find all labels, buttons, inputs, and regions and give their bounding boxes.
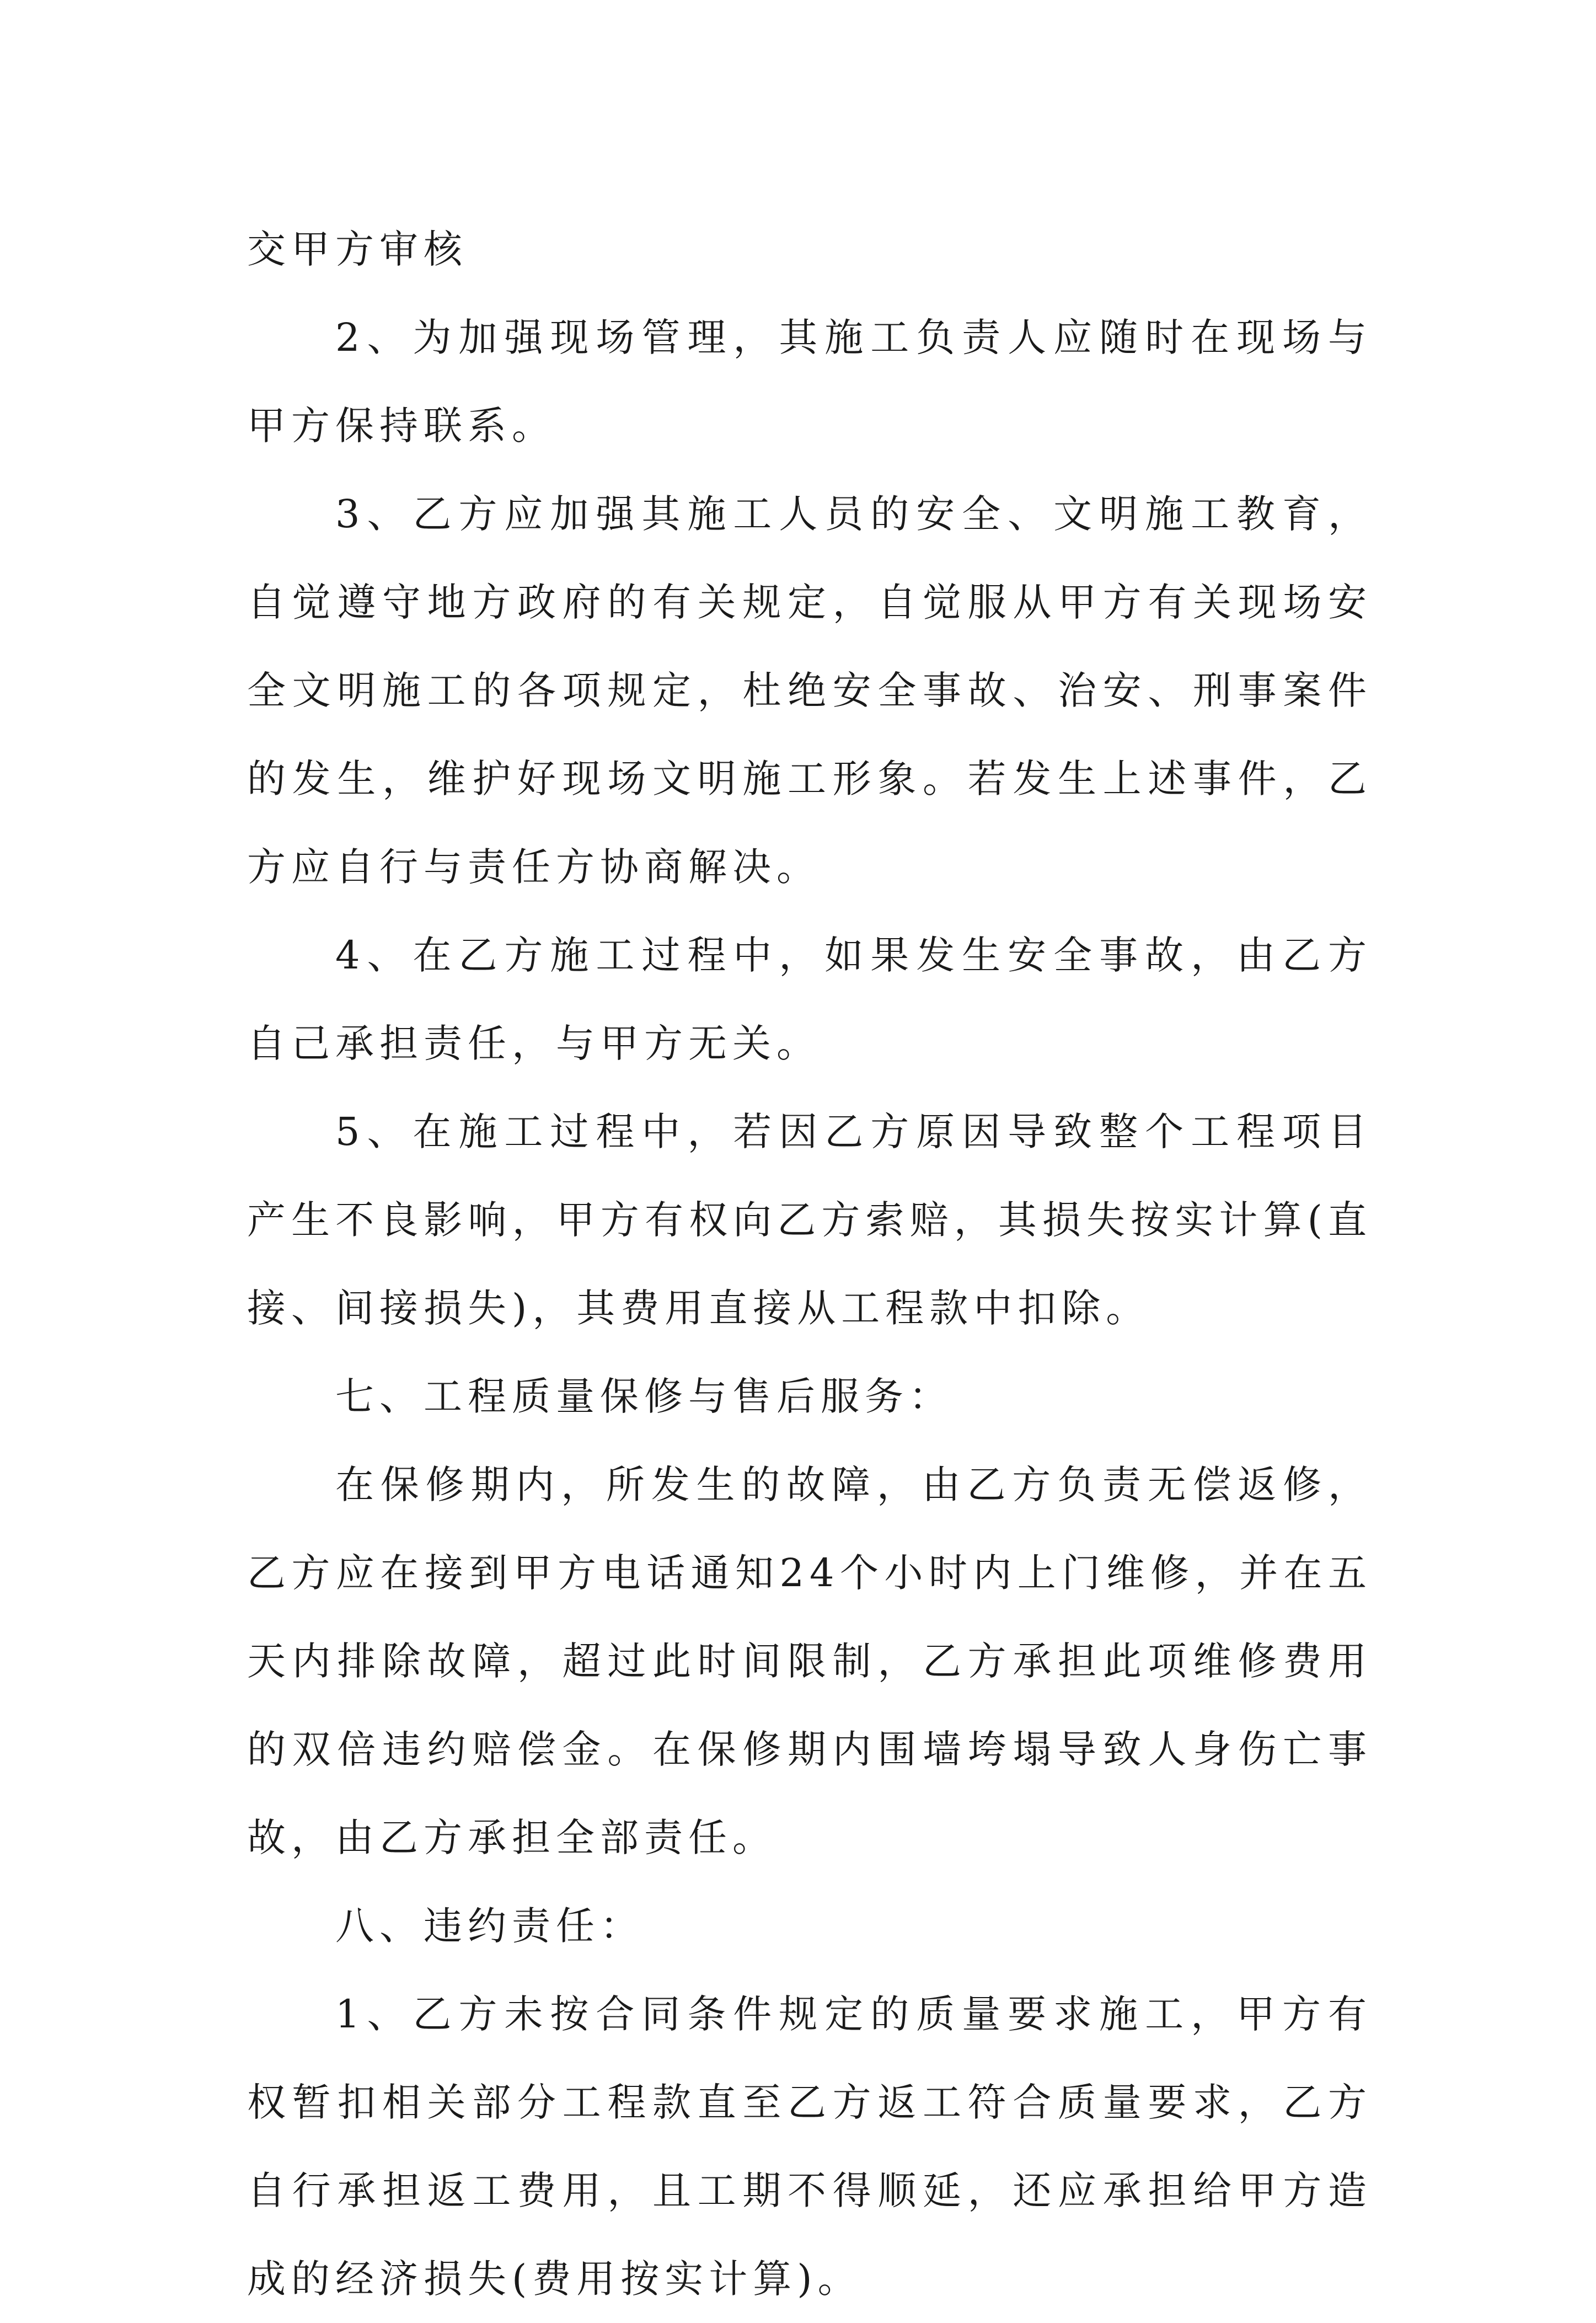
paragraph-clause-4: 4、在乙方施工过程中，如果发生安全事故，由乙方自己承担责任，与甲方无关。	[247, 933, 1372, 1066]
paragraph-continuation: 交甲方审核	[247, 227, 468, 272]
paragraph-clause-3: 3、乙方应加强其施工人员的安全、文明施工教育，自觉遵守地方政府的有关规定，自觉服从甲方有关现场安全文明施工的各项规定，杜绝安全事故、治安、刑事案件的发生，维护好现场文明施工形象。若发生上述事件，乙方应自行与责任方协商解决。	[247, 491, 1372, 890]
paragraph-breach-clause-1: 1、乙方未按合同条件规定的质量要求施工，甲方有权暂扣相关部分工程款直至乙方返工符合质量要求，乙方自行承担返工费用，且工期不得顺延，还应承担给甲方造成的经济损失(费用按实计算)。	[247, 1992, 1372, 2301]
paragraph-warranty: 在保修期内，所发生的故障，由乙方负责无偿返修，乙方应在接到甲方电话通知24个小时内上门维修，并在五天内排除故障，超过此时间限制，乙方承担此项维修费用的双倍违约赔偿金。在保修期内围墙垮塌导致人身伤亡事故，由乙方承担全部责任。	[247, 1462, 1372, 1860]
document-body	[247, 205, 1372, 2323]
section-heading-breach: 八、违约责任：	[335, 1903, 644, 1949]
section-heading-warranty: 七、工程质量保修与售后服务：	[335, 1374, 953, 1419]
paragraph-clause-5: 5、在施工过程中，若因乙方原因导致整个工程项目产生不良影响，甲方有权向乙方索赔，其损失按实计算(直接、间接损失)，其费用直接从工程款中扣除。	[247, 1109, 1372, 1331]
paragraph-clause-2: 2、为加强现场管理，其施工负责人应随时在现场与甲方保持联系。	[247, 315, 1372, 448]
